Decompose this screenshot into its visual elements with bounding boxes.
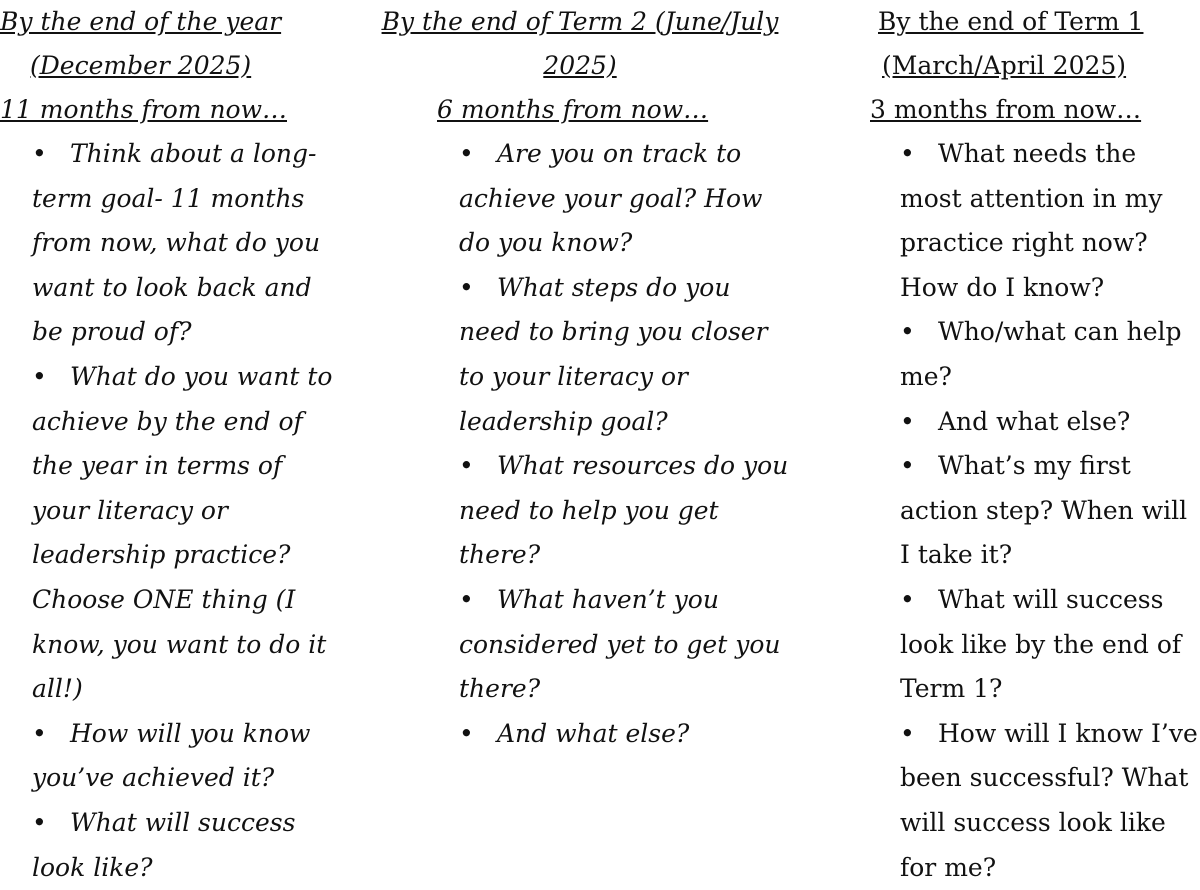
question-list [870,132,1200,890]
list-item [0,712,345,801]
list-item [365,444,795,578]
column-year [0,0,345,890]
list-item [870,712,1200,890]
bullet-icon: • [900,317,915,347]
list-item-text: How will you know you’ve achieved it? [32,718,311,793]
column-heading [365,0,795,88]
bullet-icon: • [32,807,47,837]
list-item-text: How will I know I’ve been successful? What will success look like for me? [900,718,1198,882]
column-heading [0,0,345,88]
list-item [0,801,345,890]
list-item-text: Are you on track to achieve your goal? How do you know? [459,139,763,258]
bullet-icon: • [900,406,915,436]
bullet-icon: • [900,718,915,748]
column-subheading: 6 months from now… [437,95,709,124]
column-heading [870,0,1200,88]
list-item-text: And what else? [497,718,690,748]
bullet-icon: • [459,451,474,481]
column-subheading: 3 months from now… [870,95,1142,124]
list-item-text: What needs the most attention in my practice right now? How do I know? [900,139,1163,302]
bullet-icon: • [32,718,47,748]
heading-line-1: By the end of the year [0,7,282,36]
bullet-icon: • [900,451,915,481]
list-item [870,444,1200,578]
heading-line-2: (March/April 2025) [882,51,1127,80]
bullet-icon: • [459,272,474,302]
list-item-text: What will success look like by the end of Term 1? [900,584,1182,704]
list-item-text: What haven’t you considered yet to get you there? [459,584,781,704]
bullet-icon: • [900,139,915,168]
bullet-icon: • [459,718,474,748]
list-item-text: What steps do you need to bring you closer to your literacy or leadership goal? [459,272,768,436]
column-term-1 [870,0,1200,890]
list-item [870,132,1200,310]
bullet-icon: • [459,139,474,168]
heading-line-2: (December 2025) [30,51,252,80]
list-item-text: What resources do you need to help you get there? [459,451,789,570]
list-item-text: What will success look like? [32,807,296,882]
heading-line-1: By the end of Term 1 [878,7,1144,36]
heading-line-2: 2025) [543,51,617,80]
list-item [365,712,795,757]
bullet-icon: • [32,139,47,168]
list-item [365,578,795,712]
column-term-2 [365,0,795,756]
list-item [0,132,345,355]
list-item-text: What’s my first action step? When will I take it? [900,451,1188,570]
question-list [365,132,795,756]
list-item [365,132,795,266]
list-item [870,400,1200,445]
list-item-text: And what else? [938,406,1131,436]
list-item [0,355,345,712]
heading-line-1: By the end of Term 2 (June/July [381,7,779,36]
list-item-text: Who/what can help me? [900,317,1182,391]
bullet-icon: • [900,584,915,614]
question-list [0,132,345,890]
bullet-icon: • [32,361,47,391]
list-item [365,266,795,444]
list-item [870,578,1200,712]
bullet-icon: • [459,584,474,614]
list-item [870,310,1200,399]
column-subheading: 11 months from now… [0,95,287,124]
list-item-text: Think about a long-term goal- 11 months from now, what do you want to look back and be proud of? [32,139,321,347]
list-item-text: What do you want to achieve by the end of the year in terms of your literacy or leadership practice? Choose ONE thing (I know, you want to do it all!) [32,361,333,704]
